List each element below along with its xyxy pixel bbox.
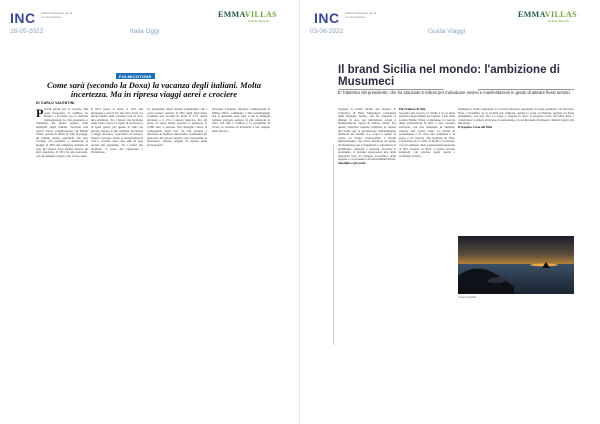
sicily-sea-photo [458, 236, 574, 294]
article-column-2: Più richiesta di ville Secondo una ricerca, la Sicilia è tra le mete preferite dagli italiani per l'estate. I dati della società Emma Villas confermano la crescita delle prenotazioni di ville e case vacanza sull'isola, con una domanda in aumento rispetto allo scorso anno. La media di permanenza è di circa una settimana e la spesa è in crescita. Più richiesta di ville. L'interesse per le ville in Sicilia è cresciuto, con un aumento delle prenotazioni superiore al 30% rispetto al 2021. I turisti cercano soluzioni con piscina, spazi aperti e vicinanza al mare. [399, 108, 455, 158]
inc-logo: INC [10, 10, 36, 26]
emmavillas-logo-subtitle: Holiday Rentals [248, 19, 270, 23]
emmavillas-logo-subtitle: Holiday Rentals [548, 19, 570, 23]
clipping-date: 28-05-2022 [10, 28, 44, 35]
clipping-date: 03-06-2022 [310, 28, 344, 35]
inc-logo-subtitle: Istituto Nazionale per la Comunicazione [41, 11, 73, 19]
article-kicker: FULMICOTONE [116, 73, 155, 79]
inc-logo: INC [314, 10, 340, 26]
article-column-1: P Pochi giorni per le vacanze. Ma resta incertezza. Il conflitto tra Russia e Ucraina con le tensioni internazionali, la crisi energetica e l'aumento dei prezzi pesano sulle decisioni degli italiani. Secondo una ricerca Doxa commissionata da Emma Villas, portale di affitti di ville di pregio, gli italiani stanno pensando alle loro vacanze con prudenza e attenzione al budget. Il 38% del campione dichiara di aver già deciso dove andare mentre gli altri aspettano. Il 34% ha già prenotato, con un aumento rispetto allo scorso anno. [36, 108, 88, 158]
article-title: Il brand Sicilia nel mondo: l'ambizione di Musumeci [338, 64, 560, 88]
section-heading: Più richiesta di ville [399, 108, 426, 111]
article-title: Come sarà (secondo la Doxa) la vacanza degli italiani. Molta incertezza. Ma in ripresa viaggi aerei e crociere [47, 80, 261, 99]
article-column-3: Le preferenze degli italiani evidenziano che i costi restano centrali. Il 58% degli intervistati sceglierà una località in Italia, il 27% andrà all'estero e il 15% è ancora indeciso. Per chi parte, la spesa media prevista è superiore ai 1.000 euro a persona. Nel dettaglio cresce la componente degli over 55, che tornano a muoversi in maniera importante. Soddisfatti gli operatori del settore turistico che, nonostante le incertezze, vedono segnali di ripresa nelle prenotazioni. [147, 108, 207, 147]
article-side-strip [333, 145, 337, 345]
article-column-3: Tendenze e livello regionale. La crescita interessa soprattutto la costa orientale, con Siracusa, Noto e Taormina tra le località più richieste. Anche la costa occidentale registra un buon andamento, con San Vito Lo Capo e Trapani in testa. Il progetto Costa del Mito mira a valorizzare i territori attraverso la narrazione e la promozione di itinerari culturali legati alla mitologia. Il progetto Costa del Mito [458, 108, 574, 129]
panel-divider [299, 0, 300, 424]
emmavillas-logo: EMMAVILLAS [518, 10, 577, 19]
photo-caption: Il mare di Sicilia [458, 296, 477, 299]
section-heading: Sinofiglia e gli eventi [338, 160, 366, 165]
article-subtitle: E' l'obiettivo del presidente, che ha stanziato 6 milioni per individuare ossevi e manifestazioni in grado di attirare flussi turistici [338, 90, 570, 95]
inc-logo-subtitle: Istituto Nazionale per la Comunicazione [345, 11, 377, 19]
emmavillas-logo: EMMAVILLAS [218, 10, 277, 19]
article-byline: DI CARLO VALENTINI [36, 101, 75, 105]
article-column-4: Giacomo Cattaneo, direttore commerciale di Emma Villas, commenta i dati sottolineando che la domanda resta forte e che le famiglie italiane scelgono sempre di più soluzioni in villa, con tutti i comfort e la possibilità di vivere la vacanza in sicurezza e nel rispetto della privacy. [212, 108, 270, 133]
clipping-source: Italia Oggi [130, 28, 160, 35]
article-column-1: Sognare il brand Sicilia nel mondo. È l'obiettivo di Nello Musumeci, presidente della Regione Sicilia, che ha stanziato 6 milioni di euro per individuare eventi e manifestazioni capaci di attirare turisti. Per questo obiettivo saranno utilizzati le risorse del fondo per la promozione dell'immagine dell'isola nel mondo. Lo scopo è quello di creare un brand riconoscibile a livello internazionale, che possa diventare un punto di riferimento per i viaggiatori e valorizzare il patrimonio culturale e naturale. Secondo il presidente, il turismo rappresenta una delle principali leve di sviluppo economico della regione e va sostenuto con investimenti mirati. Sinofiglia e gli eventi [338, 108, 396, 165]
drop-cap: P [36, 108, 44, 120]
article-column-2: Il 64% pensa al mare, il 19% alla montagna e solo il 9% alle città d'arte. La durata media delle vacanze sarà di circa una settimana. Tra i fattori che incidono sulla scelta cresce la voglia di sicurezza e di spazi aperti, per questo le ville con piscina restano le più richieste. In ripresa i viaggi all'estero, soprattutto in Europa, mentre crescono anche le prenotazioni di voli e crociere dopo due anni di stop dovuti alla pandemia. Tra i fattori che incidono: il costo del carburante e l'inflazione. [91, 108, 143, 155]
photo-illustration [458, 236, 574, 294]
clipping-source: Guida Viaggi [428, 28, 466, 35]
section-heading: Il progetto Costa del Mito [458, 124, 493, 129]
